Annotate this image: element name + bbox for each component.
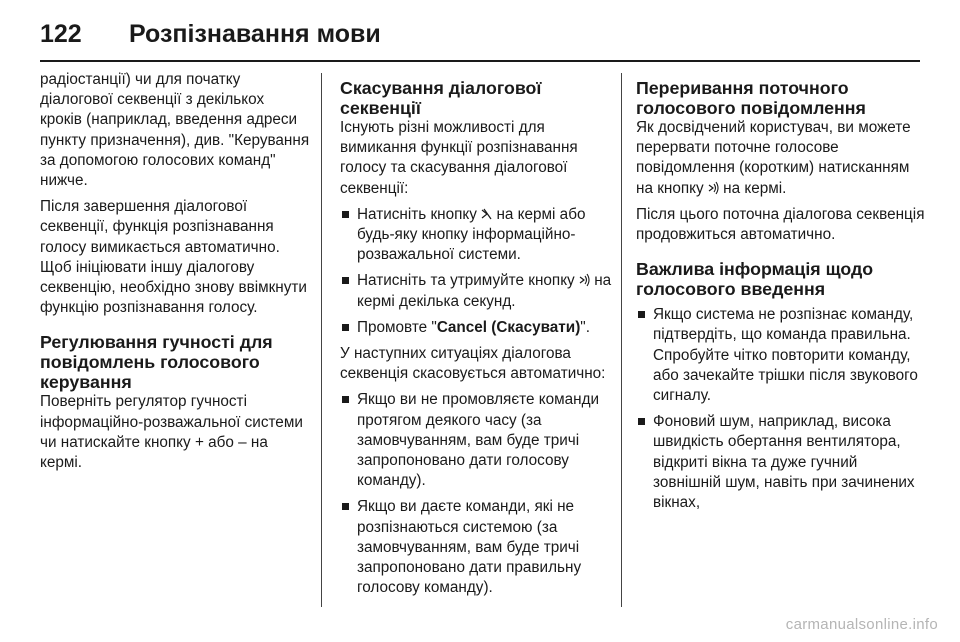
header-rule <box>40 60 920 62</box>
paragraph: Після цього поточна діалогова секвенція продовжиться автоматично. <box>636 205 925 244</box>
list-item: Фоновий шум, наприклад, висока швидкість обертання вентилятора, відкриті вікна та дуже гучний зовнішній шум, навіть при зачинених вікнах, <box>636 412 926 513</box>
section-heading: Переривання поточного голосового повідомлення <box>636 78 866 118</box>
list-item: Якщо система не розпізнає команду, підтвердіть, що команда правильна. Спробуйте чітко повторити команду, або зачекайте трішки після звукового сигналу. <box>636 305 926 406</box>
paragraph: Як досвідчений користувач, ви можете перервати поточне голосове повідомлення (коротким) натисканням на кнопку на кермі. <box>636 119 911 197</box>
section-heading: Регулювання гучності для повідомлень голосового керування <box>40 332 273 393</box>
voice-on-icon <box>579 273 590 287</box>
list-item: Якщо ви даєте команди, які не розпізнаються системою (за замовчуванням, вам буде тричі запропоновано дати правильну голосову команду). <box>340 497 615 598</box>
list-item: Натисніть кнопку на кермі або будь-яку кнопку інформаційно-розважальної системи. <box>340 205 615 266</box>
voice-on-icon <box>708 181 719 195</box>
paragraph: У наступних ситуаціях діалогова секвенція скасовується автоматично: <box>340 345 606 383</box>
column-divider <box>621 73 622 607</box>
page-number: 122 <box>40 20 82 48</box>
voice-command: Cancel (Скасувати) <box>436 318 581 336</box>
list-item: Якщо ви не промовляєте команди протягом деякого часу (за замовчуванням, вам буде тричі запропоновано дати голосову команду). <box>340 390 615 491</box>
page-title: Розпізнавання мови <box>129 20 381 48</box>
paragraph: Після завершення діалогової секвенції, функція розпізнавання голосу вимикається автоматично. Щоб ініціювати іншу діалогову секвенцію, необхідно знову ввімкнути функцію розпізнавання голосу. <box>40 198 307 317</box>
column-3 <box>636 78 926 513</box>
column-divider <box>321 73 322 607</box>
section-heading: Важлива інформація щодо голосового введення <box>636 259 874 300</box>
watermark: carmanualsonline.info <box>785 616 938 633</box>
paragraph: радіостанції) чи для початку діалогової секвенції з декількох кроків (наприклад, введення адреси пункту призначення), див. "Керування за допомогою голосових команд" нижче. <box>40 71 310 190</box>
bullet-list <box>636 305 926 513</box>
list-item: Промовте "Cancel (Скасувати)". <box>340 318 615 338</box>
column-2 <box>340 78 615 598</box>
bullet-list <box>340 390 615 598</box>
paragraph: Існують різні можливості для вимикання функції розпізнавання голосу та скасування діалогової секвенції: <box>340 119 578 197</box>
paragraph: Поверніть регулятор гучності інформаційно-розважальної системи чи натискайте кнопку + або – на кермі. <box>40 393 303 472</box>
section-heading: Скасування діалогової секвенції <box>340 78 542 118</box>
column-1 <box>40 70 310 473</box>
voice-off-icon <box>481 207 492 221</box>
list-item: Натисніть та утримуйте кнопку на кермі декілька секунд. <box>340 271 615 311</box>
bullet-list <box>340 205 615 338</box>
